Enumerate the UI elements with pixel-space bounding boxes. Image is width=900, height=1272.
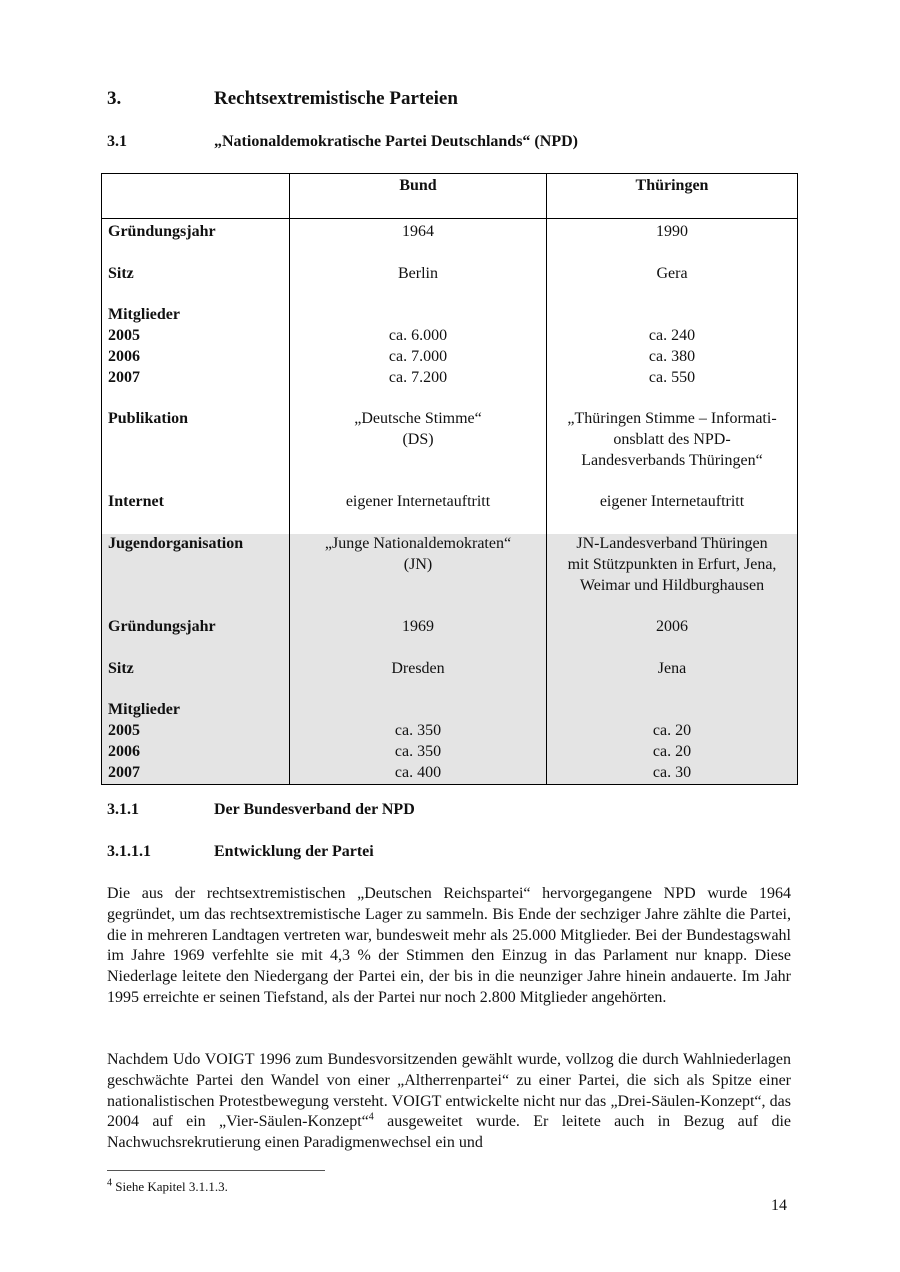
table-row [102,492,798,513]
cell-line: „Thüringen Stimme – Informati- [567,410,777,428]
table-row [102,659,798,680]
table-row [102,326,798,347]
cell: ca. 30 [547,763,798,784]
row-label: Gründungsjahr [102,617,290,638]
cell: eigener Internetauftritt [547,492,798,513]
cell-line: onsblatt des NPD- [613,430,731,448]
chapter-number: 3. [107,88,122,109]
cell: ca. 400 [290,763,547,784]
cell: ca. 550 [547,368,798,389]
npd-overview-table [101,173,798,785]
row-label: Mitglieder [102,700,290,721]
cell [290,534,547,596]
footnote-reference[interactable]: 4 [368,1112,374,1124]
section-title: „Nationaldemokratische Partei Deutschlands“ (NPD) [214,133,578,150]
cell-line: „Junge Nationaldemokraten“ [324,534,512,552]
cell: ca. 6.000 [290,326,547,347]
table-row [102,347,798,368]
table-row [102,721,798,742]
cell: 2006 [547,617,798,638]
cell-line: (JN) [403,555,433,573]
cell-line: JN-Landesverband Thüringen [576,534,768,552]
subsection-number: 3.1.1 [107,801,139,818]
row-label: Gründungsjahr [108,223,216,240]
cell: eigener Internetauftritt [290,492,547,513]
cell: ca. 380 [547,347,798,368]
cell: Jena [547,659,798,680]
cell-line: „Deutsche Stimme“ [354,410,482,428]
row-label: Internet [108,493,164,511]
cell: Berlin [290,264,547,285]
subsubsection-title: Entwicklung der Partei [214,843,374,860]
table-row [102,368,798,389]
cell: ca. 350 [290,742,547,763]
paragraph-text: Die aus der rechtsextremistischen „Deutschen Reichspartei“ hervorgegangene NPD wurde 1964 gegründet, um das rechtsextremistische Lager zu sammeln. Bis Ende der sechziger Jahre zählte die Partei, die in mehreren Landtagen vertreten war, bundesweit mehr als 25.000 Mitglieder. Bei der Bundestagswahl im Jahre 1969 verfehlte sie mit 4,3 % der Stimmen den Einzug in das Parlament nur knapp. Diese Niederlage leitete den Niedergang der Partei ein, der bis in die neunziger Jahre hinein andauerte. Im Jahr 1995 erreichte er seinen Tiefstand, als der Partei nur noch 2.800 Mitglieder angehörten. [107,885,791,1006]
cell-line: (DS) [402,430,434,448]
cell: ca. 7.000 [290,347,547,368]
paragraph-text [107,1050,791,1154]
table-row [102,617,798,638]
cell: Dresden [290,659,547,680]
row-label: 2007 [102,763,290,784]
cell-line: mit Stützpunkten in Erfurt, Jena, [567,555,777,573]
table-row [102,742,798,763]
table-header-thueringen: Thüringen [547,174,798,219]
cell: ca. 20 [547,721,798,742]
subsubsection-number: 3.1.1.1 [107,843,151,860]
table-header-row [102,174,798,219]
row-label: Jugendorganisation [102,534,290,596]
table-row [102,534,798,596]
table-row [102,264,798,285]
row-label: 2007 [108,368,140,386]
cell: ca. 20 [547,742,798,763]
cell-line: Weimar und Hildburghausen [579,576,765,594]
chapter-title: Rechtsextremistische Parteien [214,88,458,109]
cell-line: Landesverbands Thüringen“ [581,451,763,469]
cell: 1964 [290,219,547,243]
page-number: 14 [771,1197,787,1214]
body-paragraph-2 [107,1050,791,1154]
body-paragraph-1 [107,884,791,1009]
cell: ca. 7.200 [290,368,547,389]
paragraph-text-part: Nachdem Udo VOIGT 1996 zum Bundesvorsitzenden gewählt wurde, vollzog die durch Wahlniederlagen geschwächte Partei den Wandel von einer „Altherrenpartei“ zu einer Partei, die sich als Spitze einer nationalistischen Protestbewegung versteht. VOIGT entwickelte nicht nur das „Drei-Säulen-Konzept“, das 2004 auf ein „Vier-Säulen-Konzept“ [107,1051,791,1131]
cell [547,409,798,471]
row-label: Sitz [102,659,290,680]
table-row [102,700,798,721]
row-label: 2006 [108,347,140,365]
footnote [107,1179,228,1195]
footnote-text: Siehe Kapitel 3.1.1.3. [112,1179,228,1194]
row-label: 2005 [108,326,140,344]
table-row [102,409,798,471]
cell: 1990 [547,219,798,243]
subsection-title: Der Bundesverband der NPD [214,801,415,818]
section-number: 3.1 [107,133,127,150]
cell [290,409,547,471]
cell: ca. 240 [547,326,798,347]
table-row [102,305,798,326]
table-header-empty [102,174,290,219]
row-label: Mitglieder [108,306,180,324]
row-label: Sitz [108,264,134,282]
paragraph-text-part: ausgeweitet wurde. Er leitete auch in Bezug auf die Nachwuchsrekrutierung einen Paradigmenwechsel ein und [107,1113,791,1152]
row-label: Publikation [108,410,189,428]
cell: ca. 350 [290,721,547,742]
table-row [102,763,798,784]
row-label: 2005 [102,721,290,742]
row-label: 2006 [102,742,290,763]
table-header-bund: Bund [290,174,547,219]
table-row [102,219,798,243]
footnote-divider [107,1170,325,1171]
cell: Gera [547,264,798,285]
cell: 1969 [290,617,547,638]
footnote-marker: 4 [107,1177,112,1189]
cell [547,534,798,596]
